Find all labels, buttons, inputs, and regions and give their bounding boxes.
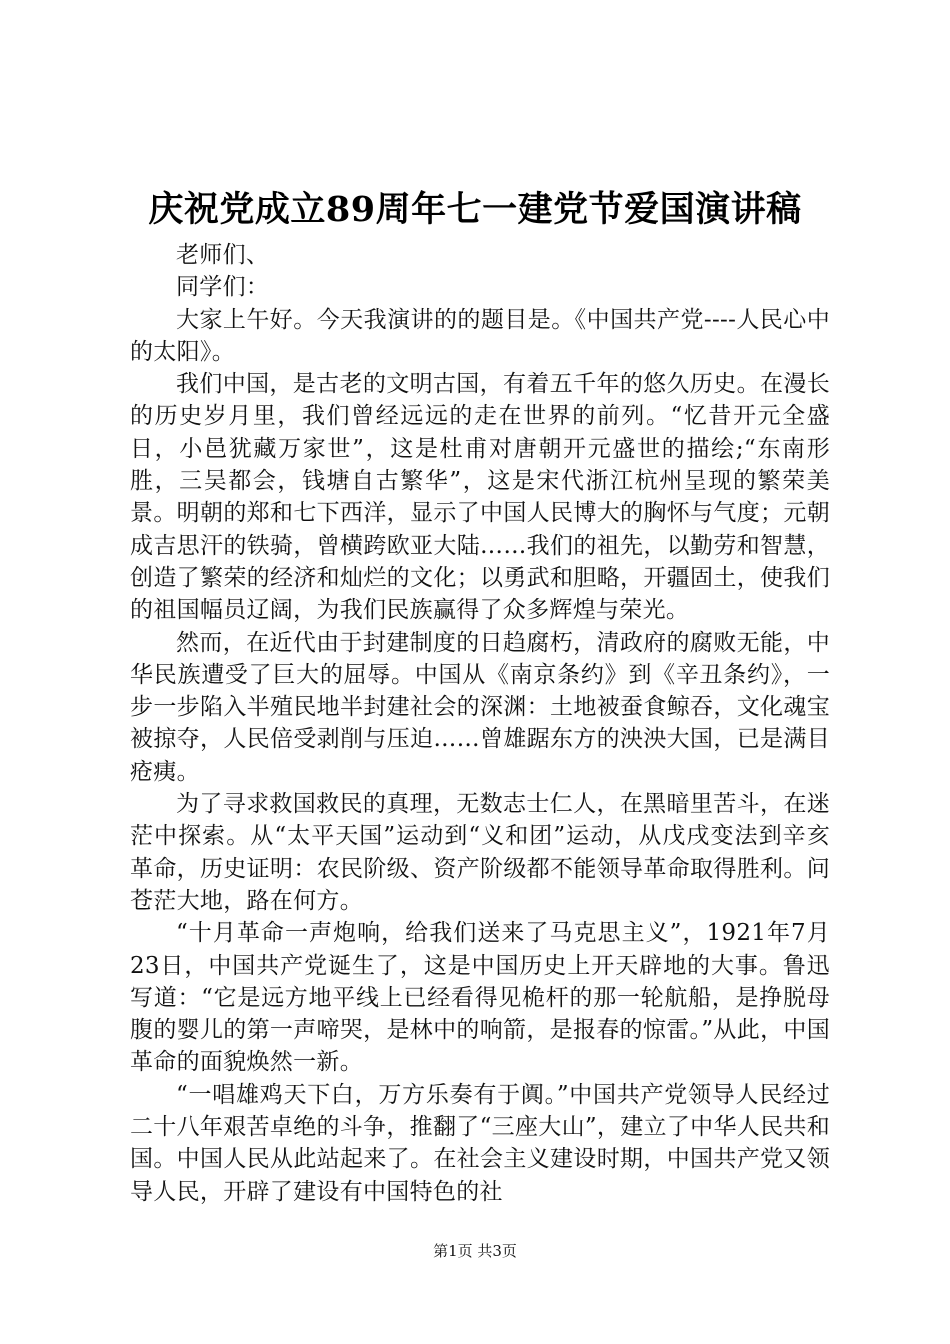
paragraph-search-for-truth: 为了寻求救国救民的真理，无数志士仁人，在黑暗里苦斗，在迷茫中探索。从“太平天国”运动到“义和团”运动，从戊戌变法到辛亥革命，历史证明：农民阶级、资产阶级都不能领导革命取得胜利。问苍茫大地，路在何方。 xyxy=(130,791,830,914)
paragraph-ancient-history: 我们中国，是古老的文明古国，有着五千年的悠久历史。在漫长的历史岁月里，我们曾经远远的走在世界的前列。“忆昔开元全盛日，小邑犹藏万家世”，这是杜甫对唐朝开元盛世的描绘;“东南形胜，三吴都会，钱塘自古繁华”，这是宋代浙江杭州呈现的繁荣美景。明朝的郑和七下西洋，显示了中国人民博大的胸怀与气度；元朝成吉思汗的铁骑，曾横跨欧亚大陆……我们的祖先，以勤劳和智慧，创造了繁荣的经济和灿烂的文化；以勇武和胆略，开疆固土，使我们的祖国幅员辽阔，为我们民族赢得了众多辉煌与荣光。 xyxy=(130,371,830,624)
paragraph-new-china: “一唱雄鸡天下白，万方乐奏有于阗。”中国共产党领导人民经过二十八年艰苦卓绝的斗争，推翻了“三座大山”，建立了中华人民共和国。中国人民从此站起来了。在社会主义建设时期，中国共产党又领导人民，开辟了建设有中国特色的社 xyxy=(130,1081,830,1205)
page-footer: 第1页 共3页 xyxy=(433,1242,517,1260)
paragraph-greeting: 大家上午好。今天我演讲的的题目是。《中国共产党----人民心中的太阳》。 xyxy=(130,306,830,365)
document-title: 庆祝党成立89周年七一建党节爱国演讲稿 xyxy=(148,189,802,230)
salutation-students: 同学们： xyxy=(176,274,270,301)
paragraph-modern-humiliation: 然而，在近代由于封建制度的日趋腐朽，清政府的腐败无能，中华民族遭受了巨大的屈辱。中国从《南京条约》到《辛丑条约》，一步一步陷入半殖民地半封建社会的深渊：土地被蚕食鲸吞，文化魂宝被掠夺，人民倍受剥削与压迫……曾雄踞东方的泱泱大国，已是满目疮痍。 xyxy=(130,629,830,785)
salutation-teachers: 老师们、 xyxy=(176,242,270,268)
document-body xyxy=(130,239,830,1208)
paragraph-party-founding: “十月革命一声炮响，给我们送来了马克思主义”，1921年7月23日，中国共产党诞生了，这是中国历史上开天辟地的大事。鲁迅写道：“它是远方地平线上已经看得见桅杆的那一轮航船，是挣脱母腹的婴儿的第一声啼哭，是林中的响箭，是报春的惊雷。”从此，中国革命的面貌焕然一新。 xyxy=(130,920,830,1076)
